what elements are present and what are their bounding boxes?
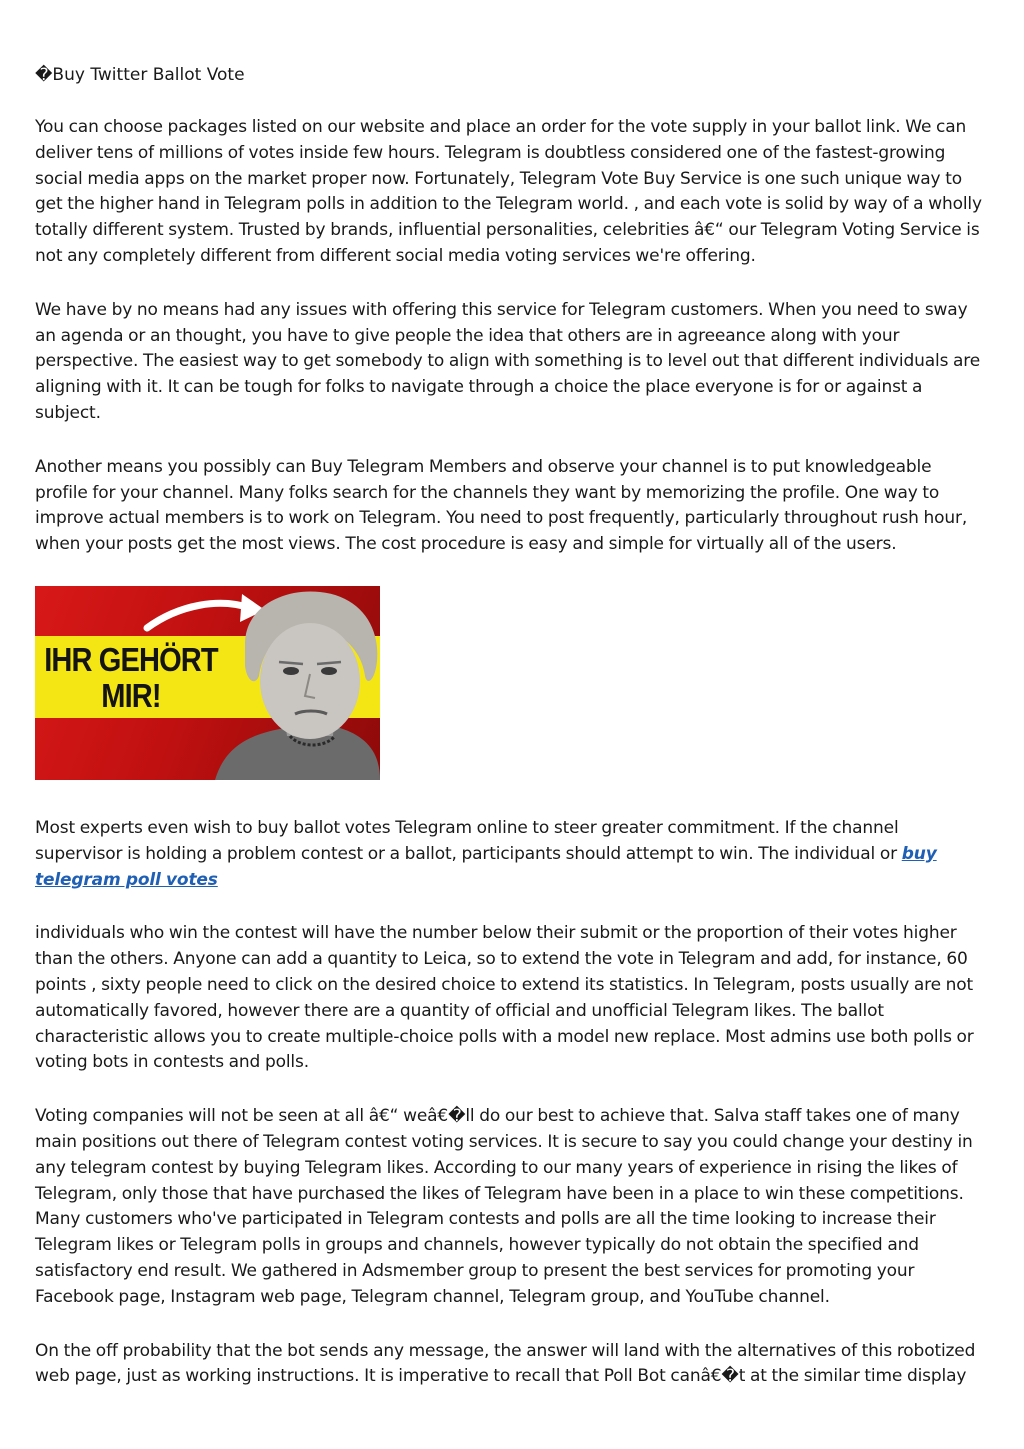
document-page (35, 62, 985, 1418)
arrow-icon (147, 594, 265, 628)
image-headline-line-1: IHR GEHÖRT (44, 640, 218, 678)
paragraph-1: You can choose packages listed on our website and place an order for the vote supply in your ballot link. We can deliver tens of millions of votes inside few hours. Telegram is doubtless considered one of the fastest-growing social media apps on the market proper now. Fortunately, Telegram Vote Buy Service is one such unique way to get the higher hand in Telegram polls in addition to the Telegram world. , and each vote is solid by way of a wholly totally different system. Trusted by brands, influential personalities, celebrities â€“ our Telegram Voting Service is not any completely different from different social media voting services we're offering. (35, 117, 982, 266)
paragraph-7: On the off probability that the bot sends any message, the answer will land with the alternatives of this robotized web page, just as working instructions. It is imperative to recall that Poll Bot canâ€�t at the similar time display (35, 1340, 976, 1387)
portrait-illustration (35, 586, 380, 780)
buy-poll-votes-link[interactable]: buy telegram poll votes (35, 843, 937, 890)
page-title: �Buy Twitter Ballot Vote (35, 65, 245, 85)
image-headline-line-2: MIR! (101, 676, 161, 714)
paragraph-4 (35, 816, 985, 893)
paragraph-4-text: Most experts even wish to buy ballot votes Telegram online to steer greater commitment. If the channel supervisor is holding a problem contest or a ballot, participants should attempt to win. The individual or (35, 817, 902, 864)
article-image (35, 586, 380, 780)
portrait-person (215, 591, 380, 780)
paragraph-5: individuals who win the contest will have the number below their submit or the proportion of their votes higher than the others. Anyone can add a quantity to Leica, so to extend the vote in Telegram and add, for instance, 60 points , sixty people need to click on the desired choice to extend its statistics. In Telegram, posts usually are not automatically favored, however there are a quantity of official and unofficial Telegram likes. The ballot characteristic allows you to create multiple-choice polls with a model new replace. Most admins use both polls or voting bots in contests and polls. (35, 923, 974, 1073)
paragraph-6: Voting companies will not be seen at all â€“ weâ€�ll do our best to achieve that. Salva staff takes one of many main positions out there of Telegram contest voting services. It is secure to say you could change your destiny in any telegram contest by buying Telegram likes. According to our many years of experience in rising the likes of Telegram, only those that have purchased the likes of Telegram have been in a place to win these competitions. Many customers who've participated in Telegram contests and polls are all the time looking to increase their Telegram likes or Telegram polls in groups and channels, however typically do not obtain the specified and satisfactory end result. We gathered in Adsmember group to present the best services for promoting your Facebook page, Instagram web page, Telegram channel, Telegram group, and YouTube channel. (35, 1106, 973, 1307)
paragraph-2: We have by no means had any issues with offering this service for Telegram customers. When you need to sway an agenda or an thought, you have to give people the idea that others are in agreeance along with your perspective. The easiest way to get somebody to align with something is to level out that different individuals are aligning with it. It can be tough for folks to navigate through a choice the place everyone is for or against a subject. (35, 299, 981, 423)
paragraph-3: Another means you possibly can Buy Telegram Members and observe your channel is to put knowledgeable profile for your channel. Many folks search for the channels they want by memorizing the profile. One way to improve actual members is to work on Telegram. You need to post frequently, particularly throughout rush hour, when your posts get the most views. The cost procedure is easy and simple for virtually all of the users. (35, 456, 968, 555)
